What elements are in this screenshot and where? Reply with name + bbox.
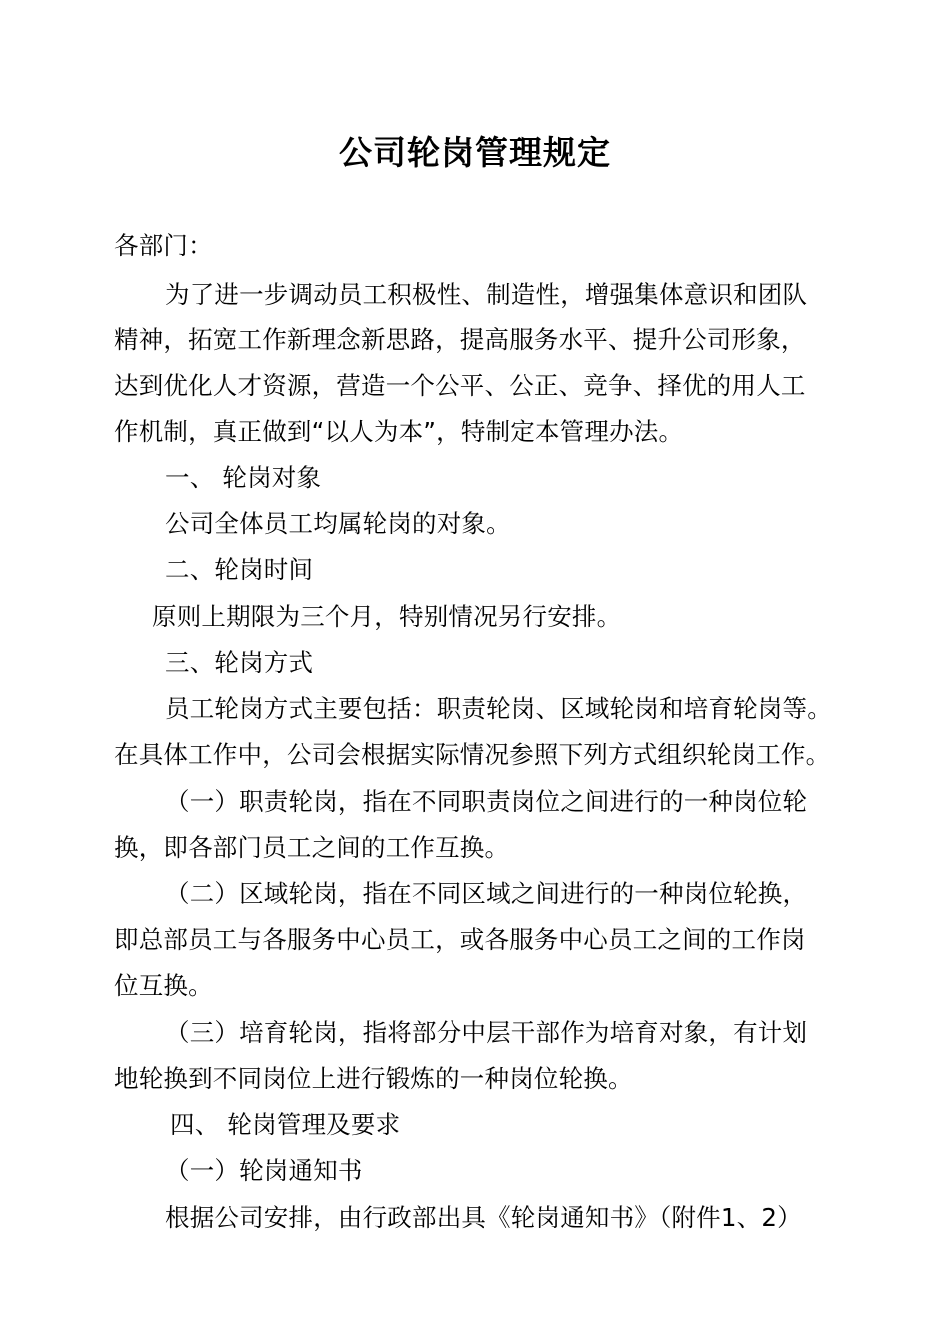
paragraph-line: 即总部员工与各服务中心员工，或各服务中心员工之间的工作岗 <box>114 925 806 954</box>
paragraph-line: 精神，拓宽工作新理念新思路，提高服务水平、提升公司形象， <box>114 325 806 354</box>
paragraph-line: 公司全体员工均属轮岗的对象。 <box>165 509 511 538</box>
paragraph-line: 作机制，真正做到“以人为本”，特制定本管理办法。 <box>114 417 684 446</box>
paragraph-line: （三）培育轮岗，指将部分中层干部作为培育对象，有计划 <box>165 1018 808 1047</box>
paragraph-line: 换，即各部门员工之间的工作互换。 <box>114 833 510 862</box>
subsection-heading: （一）轮岗通知书 <box>165 1156 363 1185</box>
paragraph-line: 地轮换到不同岗位上进行锻炼的一种岗位轮换。 <box>114 1064 633 1093</box>
paragraph-line: 达到优化人才资源，营造一个公平、公正、竞争、择优的用人工 <box>114 371 806 400</box>
paragraph-line: 在具体工作中，公司会根据实际情况参照下列方式组织轮岗工作。 <box>114 740 831 769</box>
paragraph-line: 员工轮岗方式主要包括：职责轮岗、区域轮岗和培育轮岗等。 <box>165 694 832 723</box>
paragraph-line: 原则上期限为三个月，特别情况另行安排。 <box>152 602 622 631</box>
section-heading: 三、轮岗方式 <box>165 648 314 677</box>
section-heading: 四、 轮岗管理及要求 <box>170 1110 401 1139</box>
paragraph-line: 为了进一步调动员工积极性、制造性，增强集体意识和团队 <box>165 280 808 309</box>
salutation: 各部门： <box>114 231 213 260</box>
paragraph-line: （一）职责轮岗，指在不同职责岗位之间进行的一种岗位轮 <box>165 787 808 816</box>
paragraph-line: 位互换。 <box>114 971 213 1000</box>
paragraph-line: （二）区域轮岗，指在不同区域之间进行的一种岗位轮换， <box>165 879 808 908</box>
paragraph-line: 根据公司安排，由行政部出具《轮岗通知书》（附件1、2） <box>165 1203 802 1232</box>
document-title: 公司轮岗管理规定 <box>339 133 611 172</box>
section-heading: 二、轮岗时间 <box>165 555 314 584</box>
section-heading: 一、 轮岗对象 <box>165 463 322 492</box>
